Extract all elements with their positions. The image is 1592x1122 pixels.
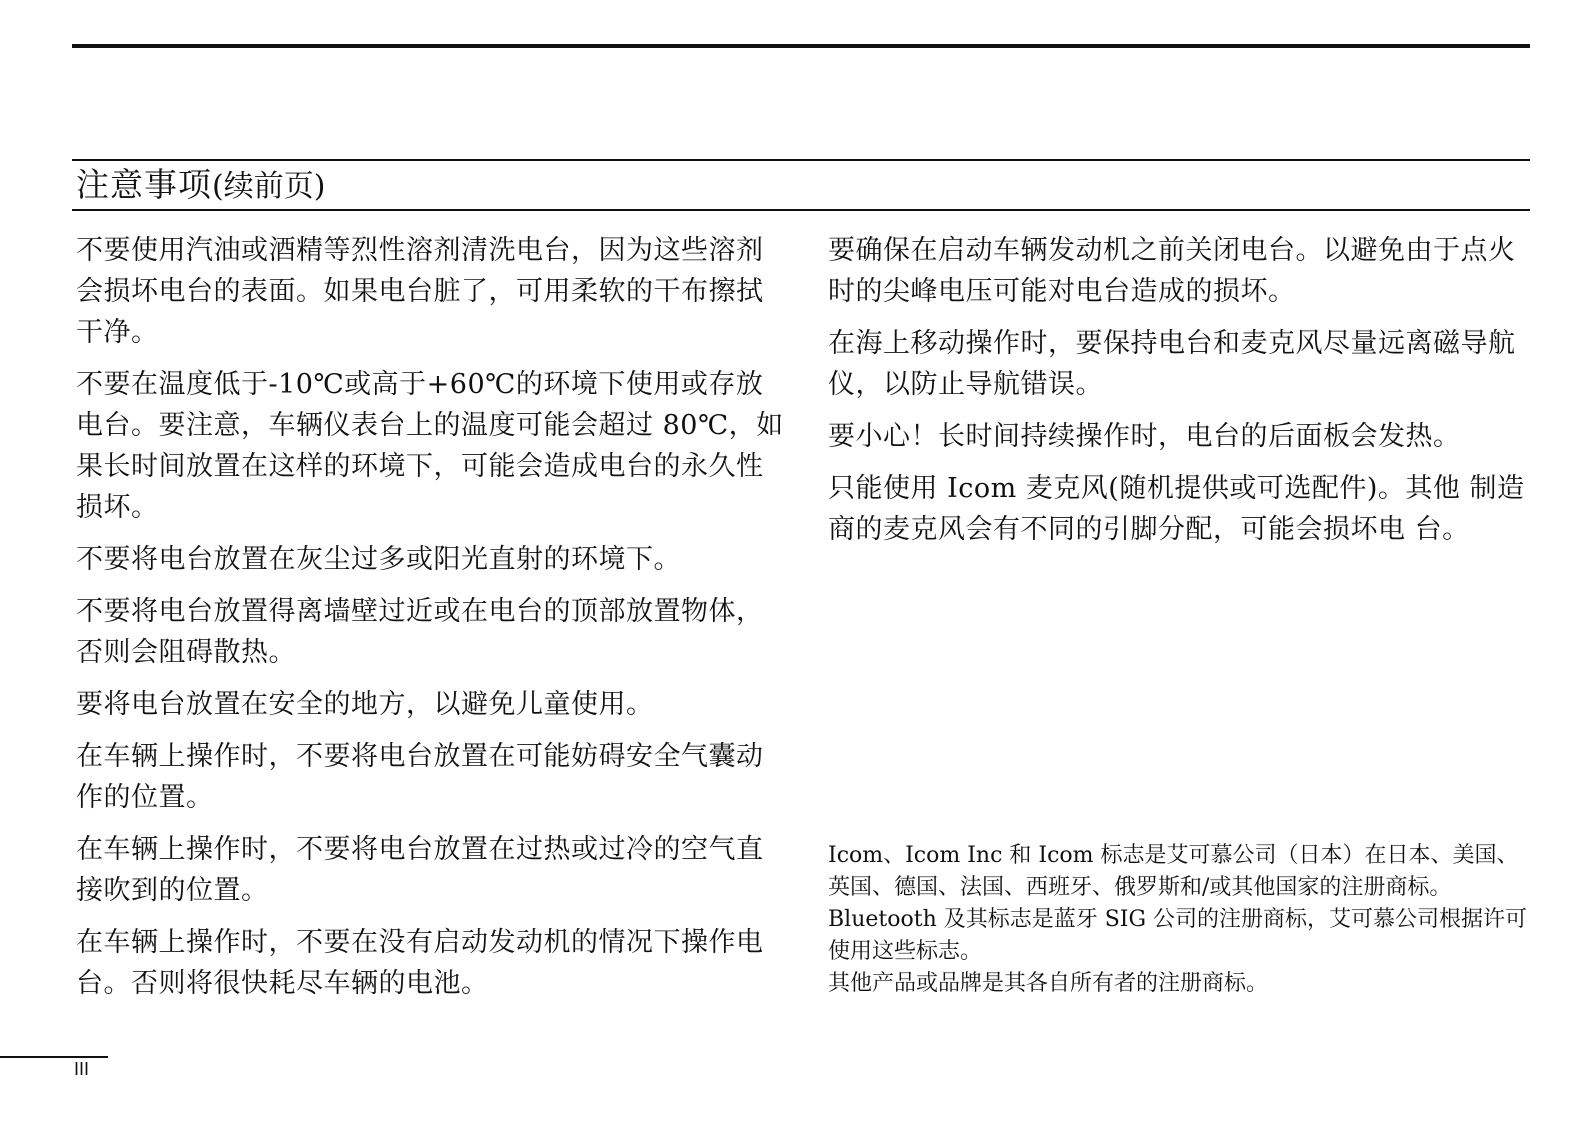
trademark-notice: Icom、Icom Inc 和 Icom 标志是艾可慕公司（日本）在日本、美国、英国、德国、法国、西班牙、俄罗斯和/或其他国家的注册商标。 xyxy=(828,843,1519,900)
paragraph: 不要将电台放置得离墙壁过近或在电台的顶部放置物体，否则会阻碍散热。 xyxy=(76,596,764,668)
paragraph: 不要使用汽油或酒精等烈性溶剂清洗电台，因为这些溶剂会损坏电台的表面。如果电台脏了，可用柔软的干布擦拭干净。 xyxy=(76,235,764,348)
paragraph: 不要将电台放置在灰尘过多或阳光直射的环境下。 xyxy=(76,544,681,575)
section-title xyxy=(76,162,325,208)
paragraph: 不要在温度低于-10℃或高于+60℃的环境下使用或存放电台。要注意，车辆仪表台上的温度可能会超过 80℃，如果长时间放置在这样的环境下，可能会造成电台的永久性损坏。 xyxy=(76,369,784,523)
paragraph: 要确保在启动车辆发动机之前关闭电台。以避免由于点火时的尖峰电压可能对电台造成的损坏。 xyxy=(828,235,1516,307)
paragraph: 在海上移动操作时，要保持电台和麦克风尽量远离磁导航仪，以防止导航错误。 xyxy=(828,328,1516,400)
right-column xyxy=(828,230,1528,561)
trademark-notices xyxy=(828,840,1528,1000)
section-title-suffix: (续前页) xyxy=(212,169,326,204)
trademark-notice: 其他产品或品牌是其各自所有者的注册商标。 xyxy=(828,971,1269,996)
left-column xyxy=(76,230,786,1015)
paragraph: 要将电台放置在安全的地方，以避免儿童使用。 xyxy=(76,689,654,720)
trademark-notice: Bluetooth 及其标志是蓝牙 SIG 公司的注册商标，艾可慕公司根据许可使用这些标志。 xyxy=(828,907,1528,964)
page-number-rule xyxy=(0,1056,108,1058)
top-rule xyxy=(72,44,1530,48)
page-number: III xyxy=(74,1059,90,1079)
paragraph: 在车辆上操作时，不要将电台放置在可能妨碍安全气囊动作的位置。 xyxy=(76,741,764,813)
title-top-rule xyxy=(72,159,1530,161)
paragraph: 在车辆上操作时，不要在没有启动发动机的情况下操作电台。否则将很快耗尽车辆的电池。 xyxy=(76,927,764,999)
section-title-text: 注意事项 xyxy=(76,165,212,204)
paragraph: 要小心！长时间持续操作时，电台的后面板会发热。 xyxy=(828,421,1461,452)
title-bottom-rule xyxy=(72,209,1530,211)
paragraph: 在车辆上操作时，不要将电台放置在过热或过冷的空气直接吹到的位置。 xyxy=(76,834,764,906)
paragraph: 只能使用 Icom 麦克风(随机提供或可选配件)。其他 制造商的麦克风会有不同的引脚分配，可能会损坏电 台。 xyxy=(828,473,1525,545)
